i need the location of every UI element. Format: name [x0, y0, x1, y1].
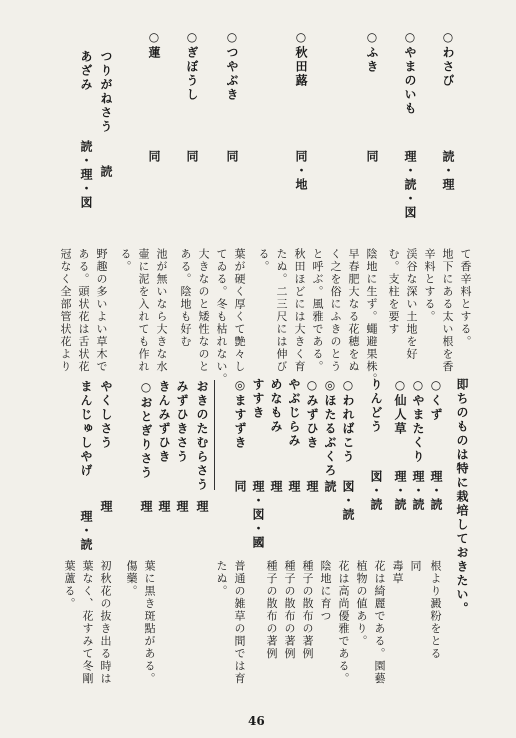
note-line: 野趣の多いよい草木で	[95, 248, 108, 373]
note-line: ある。頭状花は舌状花	[77, 248, 90, 373]
note-line: 花は綺麗である。園藝	[373, 560, 386, 685]
note-line: 陰地に育つ	[319, 560, 332, 623]
note-line: 池が無いなら大きな水	[155, 248, 168, 373]
note-line: 植物の値あり。	[355, 560, 368, 648]
entry-uses: 読	[99, 165, 113, 179]
note-line: る。	[119, 248, 132, 273]
entry-uses: 理	[157, 500, 171, 514]
entry-name: ◎ますずき	[233, 378, 247, 450]
entry-uses: 理・読	[393, 470, 407, 512]
entry-name: ○蓮	[147, 30, 161, 60]
note-line: 種子の散布の著例	[265, 560, 278, 660]
note-line: 普通の雑草の間では育	[233, 560, 246, 685]
entry-name: ○ぎぼうし	[185, 30, 199, 102]
note-line: む。支柱を要す	[387, 248, 400, 336]
section-header: 即ちのものは特に栽培しておきたい。	[455, 378, 469, 616]
entry-name: ○わさび	[441, 30, 455, 88]
note-line: 同	[409, 560, 422, 573]
entry-uses: 図・読	[369, 470, 383, 512]
entry-uses: 読・理・図	[79, 140, 93, 210]
note-line: 壷に泥を入れても作れ	[137, 248, 150, 373]
entry-uses: 理	[287, 480, 301, 494]
entry-uses: 理	[99, 500, 113, 514]
note-line: 辛料とする。	[423, 248, 436, 323]
entry-name: ○仙人草	[393, 378, 407, 436]
entry-name: きんみずひき	[157, 380, 171, 464]
note-line: る。	[257, 248, 270, 273]
note-line: 種子の散布の著例	[301, 560, 314, 660]
note-line: 大きなのと矮性なのと	[197, 248, 210, 373]
entry-name: ○おとぎりさう	[139, 380, 153, 480]
entry-uses: 理	[195, 500, 209, 514]
entry-uses: 理	[175, 500, 189, 514]
note-line: 葉に黒き斑點がある。	[143, 560, 156, 685]
note-line: 葉なく、花すみて冬剛	[81, 560, 94, 685]
entry-uses: 同	[365, 150, 379, 164]
note-line: 初秋花の抜き出る時は	[99, 560, 112, 685]
entry-name: やぶじらみ	[287, 378, 301, 448]
note-line: て香辛料とする。	[459, 248, 472, 348]
entry-uses: 図・読	[341, 480, 355, 522]
entry-name: めなもみ	[269, 378, 283, 434]
entry-name: まんじゅしやげ	[79, 380, 93, 478]
entry-name: つりがねさう	[99, 50, 113, 134]
entry-uses: 理・読	[429, 470, 443, 512]
page-number: 46	[248, 714, 265, 728]
entry-name: ○みずひき	[305, 378, 319, 450]
note-line: く之を俗にふきのとう	[329, 248, 342, 373]
note-line: 種子の散布の著例	[283, 560, 296, 660]
entry-name: ○秋田蕗	[294, 30, 308, 88]
entry-name: ○つやぶき	[225, 30, 239, 102]
entry-uses: 理・図・國	[251, 480, 265, 550]
note-line: 渓谷な深い土地を好	[405, 248, 418, 361]
note-line: 傷藥。	[125, 560, 138, 598]
entry-uses: 理	[305, 480, 319, 494]
note-line: 葉が硬く厚くて艶々し	[233, 248, 246, 373]
entry-uses: 理	[269, 480, 283, 494]
note-line: たぬ。二三尺には伸び	[275, 248, 288, 373]
entry-name: ○やまのいも	[403, 30, 417, 116]
note-line: てゐる。冬も枯れない。	[215, 248, 228, 386]
entry-uses: 読	[323, 480, 337, 494]
entry-uses: 同・地	[294, 150, 308, 192]
entry-uses: 同	[233, 480, 247, 494]
entry-name: ○やまたくり	[411, 378, 425, 464]
note-line: と呼ぶ。風雅である。	[311, 248, 324, 373]
entry-name: やくしさう	[99, 380, 113, 450]
entry-name: ○くず	[429, 378, 443, 422]
note-line: 毒草	[391, 560, 404, 585]
entry-name: ◎ほたるぶくろ	[323, 378, 337, 478]
entry-uses: 同	[147, 150, 161, 164]
note-line: 冠なく全部管状花より	[59, 248, 72, 373]
note-line: 早春肥大なる花穂をぬ	[347, 248, 360, 373]
note-line: 根より澱粉をとる	[429, 560, 442, 660]
entry-name: みずひきさう	[175, 380, 189, 464]
entry-uses: 読・理	[441, 150, 455, 192]
note-line: 陰地に生ず。蠅避果株。	[365, 248, 378, 386]
note-line: 花は高尚優雅である。	[337, 560, 350, 685]
entry-uses: 同	[225, 150, 239, 164]
entry-uses: 理・読・図	[403, 150, 417, 220]
entry-uses: 理	[139, 500, 153, 514]
entry-uses: 理・読	[411, 470, 425, 512]
entry-name: りんどう	[369, 378, 383, 434]
entry-name: おきのたむらさう	[195, 380, 209, 492]
entry-name: ○わればこう	[341, 378, 355, 464]
entry-name: あざみ	[79, 50, 93, 92]
entry-name: ○ふき	[365, 30, 379, 74]
note-line: たぬ。	[215, 560, 228, 598]
bracket-rule	[214, 380, 215, 490]
note-line: 地下にある太い根を香	[441, 248, 454, 373]
note-line: 葉蘆る。	[63, 560, 76, 610]
entry-uses: 同	[185, 150, 199, 164]
note-line: 秋田ほどには大きく育	[293, 248, 306, 373]
note-line: ある。陰地も好む	[179, 248, 192, 348]
entry-name: すすき	[251, 378, 265, 420]
entry-uses: 理・読	[79, 510, 93, 552]
